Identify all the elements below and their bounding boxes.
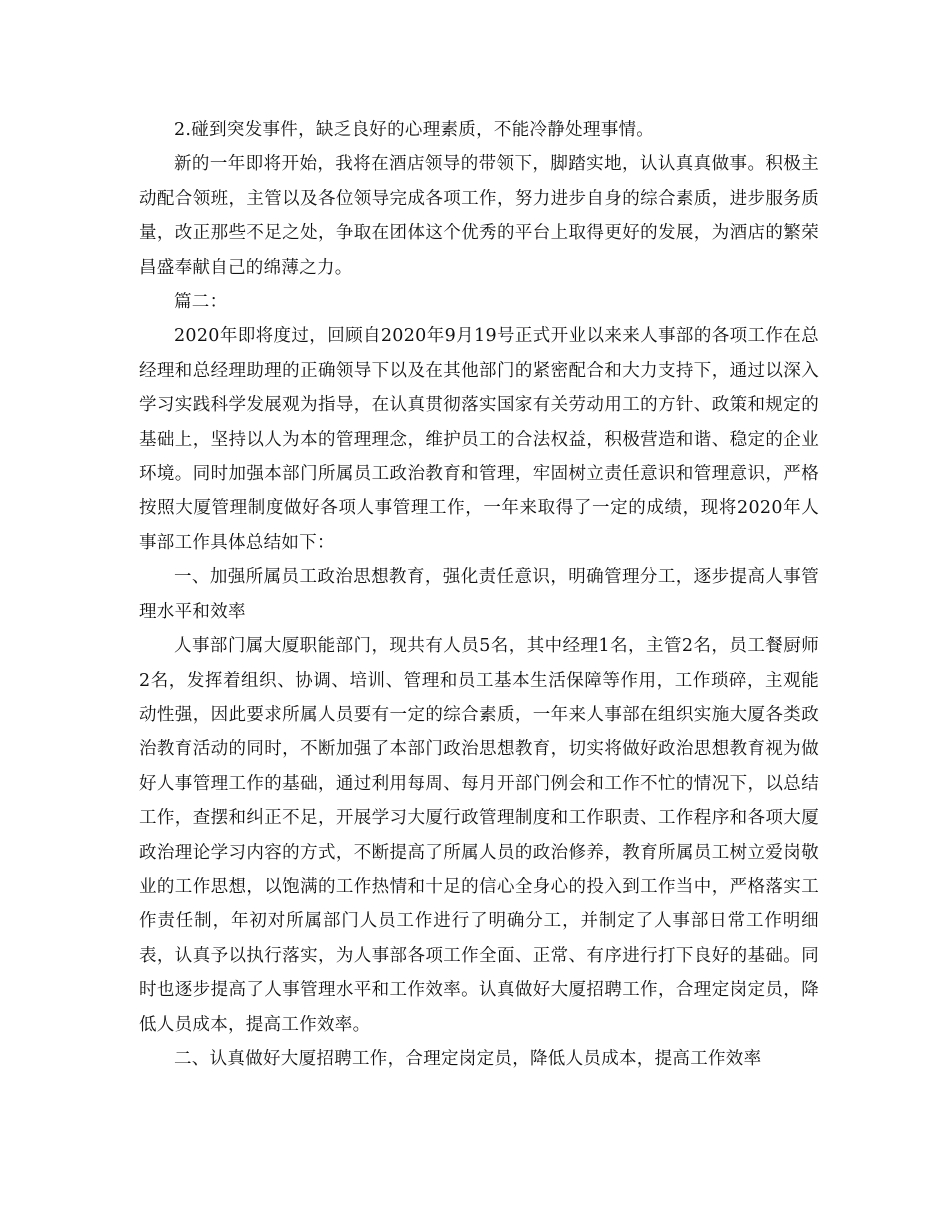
- document-body: [139, 113, 819, 1076]
- paragraph-hr-department-work: 人事部门属大厦职能部门，现共有人员5名，其中经理1名，主管2名，员工餐厨师2名，发挥着组织、协调、培训、管理和员工基本生活保障等作用，工作琐碎，主观能动性强，因此要求所属人员要有一定的综合素质，一年来人事部在组织实施大厦各类政治教育活动的同时，不断加强了本部门政治思想教育，切实将做好政治思想教育视为做好人事管理工作的基础，通过利用每周、每月开部门例会和工作不忙的情况下，以总结工作，查摆和纠正不足，开展学习大厦行政管理制度和工作职责、工作程序和各项大厦政治理论学习内容的方式，不断提高了所属人员的政治修养，教育所属员工树立爱岗敬业的工作思想，以饱满的工作热情和十足的信心全身心的投入到工作当中，严格落实工作责任制，年初对所属部门人员工作进行了明确分工，并制定了人事部日常工作明细表，认真予以执行落实，为人事部各项工作全面、正常、有序进行打下良好的基础。同时也逐步提高了人事管理水平和工作效率。认真做好大厦招聘工作，合理定岗定员，降低人员成本，提高工作效率。: [139, 636, 819, 1035]
- section-heading-two: 二、认真做好大厦招聘工作，合理定岗定员，降低人员成本，提高工作效率: [174, 1048, 762, 1069]
- section-heading-one: 一、加强所属员工政治思想教育，强化责任意识，明确管理分工，逐步提高人事管理水平和效率: [139, 567, 819, 622]
- paragraph-hr-summary-intro: 2020年即将度过，回顾自2020年9月19号正式开业以来来人事部的各项工作在总经理和总经理助理的正确领导下以及在其他部门的紧密配合和大力支持下，通过以深入学习实践科学发展观为指导，在认真贯彻落实国家有关劳动用工的方针、政策和规定的基础上，坚持以人为本的管理理念，维护员工的合法权益，积极营造和谐、稳定的企业环境。同时加强本部门所属员工政治教育和管理，牢固树立责任意识和管理意识，严格按照大厦管理制度做好各项人事管理工作，一年来取得了一定的成绩，现将2020年人事部工作具体总结如下：: [139, 326, 819, 553]
- paragraph-item-weakness-2: 2.碰到突发事件，缺乏良好的心理素质，不能冷静处理事情。: [174, 120, 655, 140]
- section-heading-part-two: 篇二：: [174, 292, 228, 313]
- paragraph-new-year-plan: 新的一年即将开始，我将在酒店领导的带领下，脚踏实地，认认真真做事。积极主动配合领班，主管以及各位领导完成各项工作，努力进步自身的综合素质，进步服务质量，改正那些不足之处，争取在团体这个优秀的平台上取得更好的发展，为酒店的繁荣昌盛奉献自己的绵薄之力。: [139, 154, 819, 278]
